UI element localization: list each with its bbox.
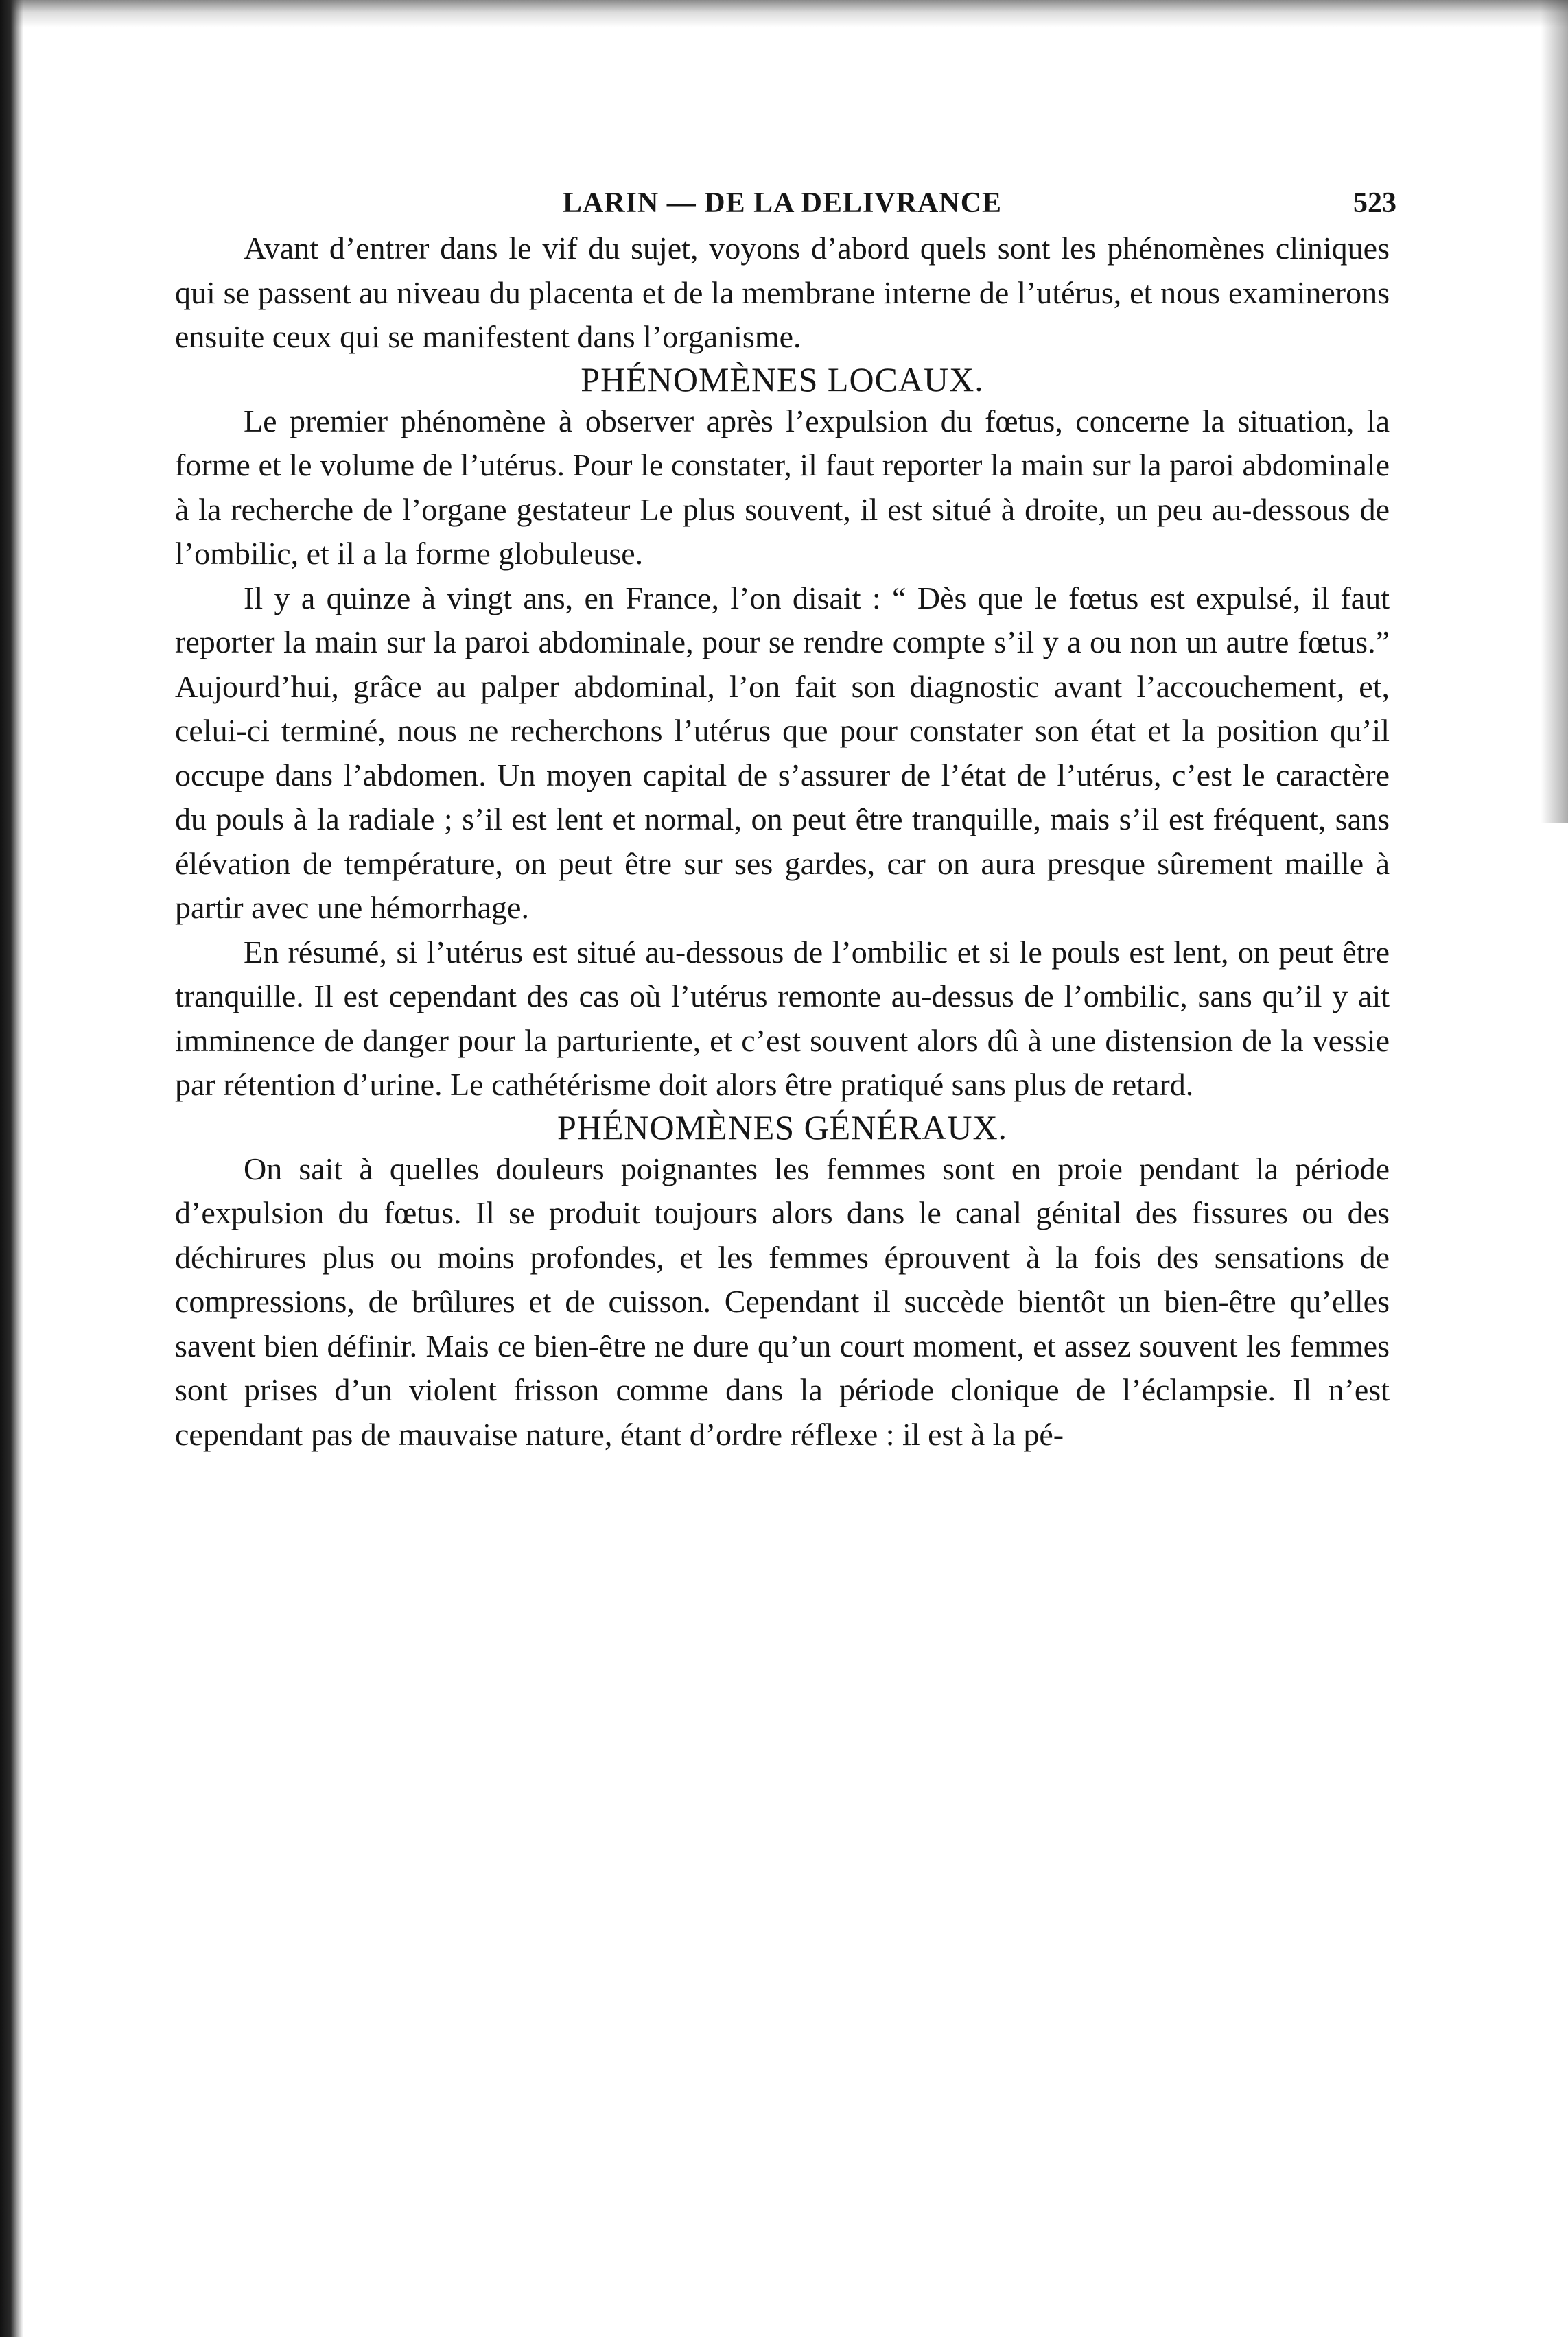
scan-right-edge [1541, 0, 1568, 823]
section-heading-locaux: PHÉNOMÈNES LOCAUX. [581, 360, 984, 399]
running-head-title: LARIN — DE LA DELIVRANCE [562, 187, 1003, 219]
scan-top-edge [0, 0, 1568, 27]
paragraph-locaux-3: En résumé, si l’utérus est situé au-dessous de l’ombilic et si le pouls est lent, on peut être tranquille. Il est cependant des cas où l’utérus remonte au-dessus de l’ombilic, sans qu’il y ait imminence de danger pour la parturiente, et c’est souvent alors dû à une distension de la vessie par rétention d’urine. Le cathétérisme doit alors être pratiqué sans plus de retard. [175, 934, 1390, 1102]
paragraph-generaux-1: On sait à quelles douleurs poignantes les femmes sont en proie pendant la période d’expulsion du fœtus. Il se produit toujours alors dans le canal génital des fissures ou des déchirures plus ou moins profondes, et les femmes éprouvent à la fois des sensations de compressions, de brûlures et de cuisson. Cependant il succède bientôt un bien-être qu’elles savent bien définir. Mais ce bien-être ne dure qu’un court moment, et assez souvent les femmes sont prises d’un violent frisson comme dans la période clonique de l’éclampsie. Il n’est cependant pas de mauvaise nature, étant d’ordre réflexe : il est à la pé- [175, 1151, 1390, 1452]
running-head [175, 172, 1396, 226]
page-number: 523 [1353, 187, 1396, 219]
scan-left-edge [0, 0, 23, 2337]
paragraph-locaux-2: Il y a quinze à vingt ans, en France, l’on disait : “ Dès que le fœtus est expulsé, il faut reporter la main sur la paroi abdominale, pour se rendre compte s’il y a ou non un autre fœtus.” Aujourd’hui, grâce au palper abdominal, l’on fait son diagnostic avant l’accouchement, et, celui-ci terminé, nous ne recherchons l’utérus que pour constater son état et la position qu’il occupe dans l’abdomen. Un moyen capital de s’assurer de l’état de l’utérus, c’est le caractère du pouls à la radiale ; s’il est lent et normal, on peut être tranquille, mais s’il est fréquent, sans élévation de température, on peut être sur ses gardes, car on aura presque sûrement maille à partir avec une hémorrhage. [175, 580, 1390, 925]
intro-paragraph: Avant d’entrer dans le vif du sujet, voyons d’abord quels sont les phénomènes cliniques qui se passent au niveau du placenta et de la membrane interne de l’utérus, et nous examinerons ensuite ceux qui se manifestent dans l’organisme. [175, 231, 1390, 354]
section-heading-generaux: PHÉNOMÈNES GÉNÉRAUX. [557, 1107, 1008, 1147]
paragraph-locaux-1: Le premier phénomène à observer après l’expulsion du fœtus, concerne la situation, la forme et le volume de l’utérus. Pour le constater, il faut reporter la main sur la paroi abdominale à la recherche de l’organe gestateur Le plus souvent, il est situé à droite, un peu au-dessous de l’ombilic, et il a la forme globuleuse. [175, 403, 1390, 571]
document-page [175, 172, 1396, 1457]
